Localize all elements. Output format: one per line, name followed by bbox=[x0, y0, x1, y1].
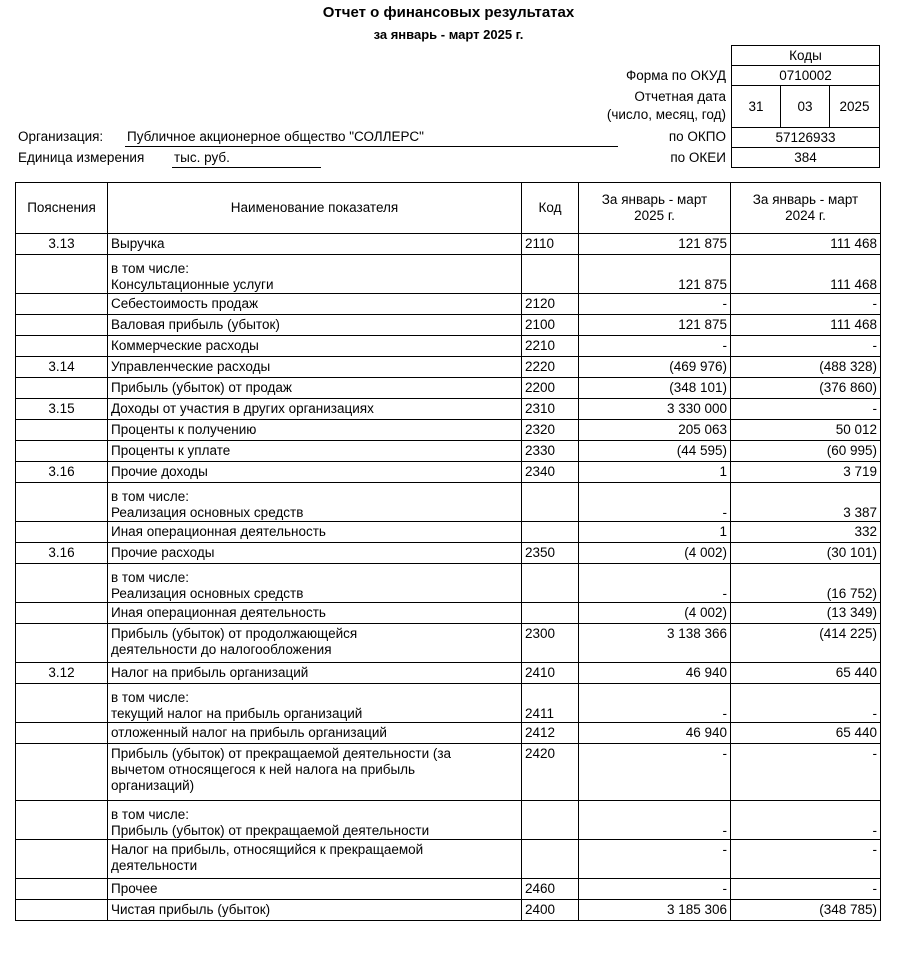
row-name-line2: деятельности bbox=[111, 858, 198, 873]
codes-title: Коды bbox=[731, 45, 880, 66]
table-row bbox=[16, 462, 881, 483]
row-current: - bbox=[579, 483, 731, 522]
row-current: 205 063 bbox=[579, 420, 731, 441]
row-note: 3.16 bbox=[16, 543, 108, 564]
table-row bbox=[16, 336, 881, 357]
row-current: (469 976) bbox=[579, 357, 731, 378]
row-note bbox=[16, 483, 108, 522]
row-name-line1: в том числе: bbox=[111, 807, 189, 822]
col-previous-header-line1: За январь - март bbox=[752, 192, 859, 207]
row-note bbox=[16, 564, 108, 603]
row-code bbox=[522, 603, 579, 624]
row-previous: (348 785) bbox=[731, 900, 881, 921]
okei-label: по ОКЕИ bbox=[670, 150, 726, 165]
row-name-line1: в том числе: bbox=[111, 690, 189, 705]
row-previous: - bbox=[731, 744, 881, 801]
row-name bbox=[108, 801, 522, 840]
row-note bbox=[16, 441, 108, 462]
row-name-line2: Реализация основных средств bbox=[111, 586, 304, 601]
row-current: - bbox=[579, 801, 731, 840]
row-note bbox=[16, 420, 108, 441]
row-previous: (13 349) bbox=[731, 603, 881, 624]
row-note bbox=[16, 522, 108, 543]
okei-code: 384 bbox=[731, 147, 880, 168]
unit-label: Единица измерения bbox=[18, 150, 145, 165]
row-previous: (16 752) bbox=[731, 564, 881, 603]
row-current: - bbox=[579, 684, 731, 723]
row-note: 3.14 bbox=[16, 357, 108, 378]
row-name: Валовая прибыль (убыток) bbox=[108, 315, 522, 336]
table-row bbox=[16, 840, 881, 879]
row-name-line2: Прибыль (убыток) от прекращаемой деятельности bbox=[111, 823, 430, 838]
row-name-line1: в том числе: bbox=[111, 261, 189, 276]
row-previous: (414 225) bbox=[731, 624, 881, 663]
row-name: Прибыль (убыток) от продаж bbox=[108, 378, 522, 399]
row-code: 2110 bbox=[522, 234, 579, 255]
row-note bbox=[16, 294, 108, 315]
row-current: - bbox=[579, 879, 731, 900]
table-row bbox=[16, 420, 881, 441]
row-current: 46 940 bbox=[579, 663, 731, 684]
row-name: отложенный налог на прибыль организаций bbox=[108, 723, 522, 744]
row-name-line1: Налог на прибыль, относящийся к прекращаемой bbox=[111, 842, 424, 857]
row-code bbox=[522, 801, 579, 840]
row-name-line1: в том числе: bbox=[111, 570, 189, 585]
row-code: 2420 bbox=[522, 744, 579, 801]
row-note: 3.12 bbox=[16, 663, 108, 684]
row-previous: 50 012 bbox=[731, 420, 881, 441]
row-name: Коммерческие расходы bbox=[108, 336, 522, 357]
row-name-line2: текущий налог на прибыль организаций bbox=[111, 706, 363, 721]
row-current: (4 002) bbox=[579, 603, 731, 624]
row-previous: (30 101) bbox=[731, 543, 881, 564]
row-current: 1 bbox=[579, 522, 731, 543]
row-name: Иная операционная деятельность bbox=[108, 603, 522, 624]
row-name bbox=[108, 744, 522, 801]
col-previous-header bbox=[731, 183, 881, 234]
row-previous: 65 440 bbox=[731, 723, 881, 744]
table-row bbox=[16, 234, 881, 255]
row-name: Доходы от участия в других организациях bbox=[108, 399, 522, 420]
row-current: (348 101) bbox=[579, 378, 731, 399]
row-previous: 332 bbox=[731, 522, 881, 543]
row-previous: (488 328) bbox=[731, 357, 881, 378]
table-row bbox=[16, 744, 881, 801]
row-note bbox=[16, 744, 108, 801]
date-year: 2025 bbox=[829, 85, 880, 128]
row-previous: - bbox=[731, 399, 881, 420]
row-previous: 111 468 bbox=[731, 234, 881, 255]
table-row bbox=[16, 357, 881, 378]
table-header-row bbox=[16, 183, 881, 234]
row-current: - bbox=[579, 294, 731, 315]
row-previous: - bbox=[731, 684, 881, 723]
row-note bbox=[16, 624, 108, 663]
okud-label: Форма по ОКУД bbox=[625, 68, 726, 83]
row-current: 3 185 306 bbox=[579, 900, 731, 921]
row-current: 121 875 bbox=[579, 315, 731, 336]
row-note bbox=[16, 723, 108, 744]
col-previous-header-line2: 2024 г. bbox=[785, 208, 826, 223]
row-note bbox=[16, 801, 108, 840]
row-code: 2210 bbox=[522, 336, 579, 357]
row-code: 2300 bbox=[522, 624, 579, 663]
row-code bbox=[522, 483, 579, 522]
okpo-code: 57126933 bbox=[731, 127, 880, 148]
date-day: 31 bbox=[731, 85, 781, 128]
table-row bbox=[16, 564, 881, 603]
row-note bbox=[16, 315, 108, 336]
row-code: 2412 bbox=[522, 723, 579, 744]
org-underline bbox=[125, 146, 618, 147]
row-previous: 3 719 bbox=[731, 462, 881, 483]
row-current: 1 bbox=[579, 462, 731, 483]
row-previous: - bbox=[731, 801, 881, 840]
table-row bbox=[16, 723, 881, 744]
row-current: 3 138 366 bbox=[579, 624, 731, 663]
row-code: 2411 bbox=[522, 684, 579, 723]
row-name: Прочие расходы bbox=[108, 543, 522, 564]
row-previous: 65 440 bbox=[731, 663, 881, 684]
row-name bbox=[108, 564, 522, 603]
row-name-line2: деятельности до налогообложения bbox=[111, 642, 332, 657]
row-code: 2330 bbox=[522, 441, 579, 462]
row-current: 46 940 bbox=[579, 723, 731, 744]
table-row bbox=[16, 483, 881, 522]
table-row bbox=[16, 522, 881, 543]
table-row bbox=[16, 900, 881, 921]
date-label-line2: (число, месяц, год) bbox=[606, 107, 726, 122]
row-note bbox=[16, 684, 108, 723]
table-row bbox=[16, 255, 881, 294]
row-note: 3.13 bbox=[16, 234, 108, 255]
col-current-header-line1: За январь - март bbox=[601, 192, 708, 207]
row-previous: 3 387 bbox=[731, 483, 881, 522]
unit-underline bbox=[172, 167, 321, 168]
col-current-header bbox=[579, 183, 731, 234]
row-previous: - bbox=[731, 336, 881, 357]
row-current: - bbox=[579, 564, 731, 603]
row-name bbox=[108, 684, 522, 723]
row-current: 3 330 000 bbox=[579, 399, 731, 420]
row-code: 2350 bbox=[522, 543, 579, 564]
row-current: 121 875 bbox=[579, 234, 731, 255]
table-row bbox=[16, 378, 881, 399]
table-row bbox=[16, 603, 881, 624]
report-period: за январь - март 2025 г. bbox=[373, 27, 524, 42]
row-code: 2310 bbox=[522, 399, 579, 420]
row-name: Выручка bbox=[108, 234, 522, 255]
row-previous: - bbox=[731, 294, 881, 315]
col-name-header: Наименование показателя bbox=[108, 183, 522, 234]
row-current: (44 595) bbox=[579, 441, 731, 462]
table-row bbox=[16, 315, 881, 336]
row-current: - bbox=[579, 336, 731, 357]
financial-results-table bbox=[15, 182, 881, 921]
date-month: 03 bbox=[780, 85, 830, 128]
org-value: Публичное акционерное общество "СОЛЛЕРС" bbox=[127, 129, 424, 144]
row-previous: 111 468 bbox=[731, 255, 881, 294]
date-label-line1: Отчетная дата bbox=[634, 89, 726, 104]
row-name: Прочие доходы bbox=[108, 462, 522, 483]
row-code: 2400 bbox=[522, 900, 579, 921]
row-name: Себестоимость продаж bbox=[108, 294, 522, 315]
row-name-line1: Прибыль (убыток) от прекращаемой деятельности (за bbox=[111, 746, 452, 761]
row-previous: 111 468 bbox=[731, 315, 881, 336]
row-name-line1: в том числе: bbox=[111, 489, 189, 504]
row-name: Проценты к получению bbox=[108, 420, 522, 441]
row-name-line2: Консультационные услуги bbox=[111, 277, 274, 292]
row-code bbox=[522, 522, 579, 543]
col-code-header: Код bbox=[522, 183, 579, 234]
table-row bbox=[16, 801, 881, 840]
row-code: 2340 bbox=[522, 462, 579, 483]
table-row bbox=[16, 879, 881, 900]
row-note: 3.15 bbox=[16, 399, 108, 420]
row-note bbox=[16, 603, 108, 624]
table-row bbox=[16, 624, 881, 663]
table-row bbox=[16, 684, 881, 723]
row-previous: (376 860) bbox=[731, 378, 881, 399]
row-code: 2320 bbox=[522, 420, 579, 441]
row-name bbox=[108, 840, 522, 879]
row-note bbox=[16, 840, 108, 879]
row-name-line2: Реализация основных средств bbox=[111, 505, 304, 520]
table-row bbox=[16, 441, 881, 462]
row-note bbox=[16, 900, 108, 921]
row-code: 2410 bbox=[522, 663, 579, 684]
row-current: 121 875 bbox=[579, 255, 731, 294]
row-code: 2120 bbox=[522, 294, 579, 315]
row-note bbox=[16, 879, 108, 900]
row-name: Проценты к уплате bbox=[108, 441, 522, 462]
row-current: - bbox=[579, 744, 731, 801]
row-name bbox=[108, 255, 522, 294]
row-current: (4 002) bbox=[579, 543, 731, 564]
row-previous: - bbox=[731, 840, 881, 879]
row-name-line1: Прибыль (убыток) от продолжающейся bbox=[111, 626, 358, 641]
row-name: Управленческие расходы bbox=[108, 357, 522, 378]
col-current-header-line2: 2025 г. bbox=[634, 208, 675, 223]
row-code: 2220 bbox=[522, 357, 579, 378]
row-name-line2: вычетом относящегося к ней налога на прибыль bbox=[111, 762, 416, 777]
row-code: 2100 bbox=[522, 315, 579, 336]
row-name: Налог на прибыль организаций bbox=[108, 663, 522, 684]
row-current: - bbox=[579, 840, 731, 879]
row-code bbox=[522, 564, 579, 603]
row-name: Чистая прибыль (убыток) bbox=[108, 900, 522, 921]
row-code bbox=[522, 255, 579, 294]
codes-box bbox=[731, 45, 880, 169]
row-name-line3: организаций) bbox=[111, 778, 195, 793]
table-row bbox=[16, 399, 881, 420]
row-name bbox=[108, 624, 522, 663]
row-note bbox=[16, 255, 108, 294]
row-code: 2200 bbox=[522, 378, 579, 399]
okud-code: 0710002 bbox=[731, 65, 880, 86]
row-name: Прочее bbox=[108, 879, 522, 900]
table-row bbox=[16, 663, 881, 684]
table-row bbox=[16, 543, 881, 564]
unit-value: тыс. руб. bbox=[174, 150, 230, 165]
col-notes-header: Пояснения bbox=[16, 183, 108, 234]
report-title: Отчет о финансовых результатах bbox=[322, 4, 575, 21]
row-code: 2460 bbox=[522, 879, 579, 900]
row-code bbox=[522, 840, 579, 879]
org-label: Организация: bbox=[18, 129, 104, 144]
row-note: 3.16 bbox=[16, 462, 108, 483]
row-note bbox=[16, 336, 108, 357]
row-previous: (60 995) bbox=[731, 441, 881, 462]
row-previous: - bbox=[731, 879, 881, 900]
okpo-label: по ОКПО bbox=[668, 129, 726, 144]
row-name bbox=[108, 483, 522, 522]
table-row bbox=[16, 294, 881, 315]
row-note bbox=[16, 378, 108, 399]
row-name: Иная операционная деятельность bbox=[108, 522, 522, 543]
